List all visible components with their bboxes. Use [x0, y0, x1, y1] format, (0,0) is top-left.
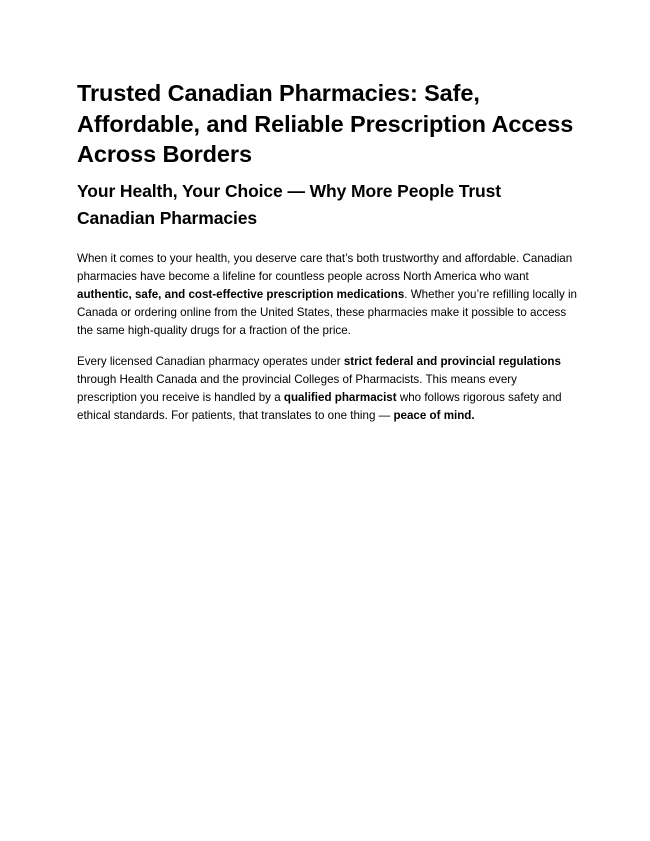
- regulation-bold-regulations: strict federal and provincial regulations: [343, 354, 561, 368]
- document-subtitle: Your Health, Your Choice — Why More People Trust Canadian Pharmacies: [77, 180, 502, 228]
- intro-text-start: When it comes to your health, you deserve care that’s both trustworthy and affordable. Canadian pharmacies have become a lifeline for countless people across North America who want: [77, 251, 573, 283]
- intro-paragraph: [77, 250, 577, 341]
- document-title: Trusted Canadian Pharmacies: Safe, Affordable, and Reliable Prescription Access Across Borders: [77, 80, 574, 167]
- regulation-text-2: through Health Canada and the provincial Colleges of Pharmacists. This means every prescription you receive is handled by a: [77, 372, 517, 404]
- intro-bold-medications: authentic, safe, and cost-effective prescription medications: [77, 287, 405, 301]
- regulation-paragraph: [77, 353, 577, 426]
- document-page: [77, 78, 577, 425]
- intro-text-end: . Whether you’re refilling locally in Canada or ordering online from the United States, these pharmacies make it possible to access the same high-quality drugs for a fraction of the price.: [77, 287, 577, 338]
- regulation-bold-peace-of-mind: peace of mind.: [393, 409, 475, 423]
- regulation-text-3: who follows rigorous safety and ethical standards. For patients, that translates to one thing —: [77, 390, 562, 423]
- regulation-bold-pharmacist: qualified pharmacist: [283, 390, 397, 404]
- regulation-text-1: Every licensed Canadian pharmacy operates under: [77, 354, 344, 368]
